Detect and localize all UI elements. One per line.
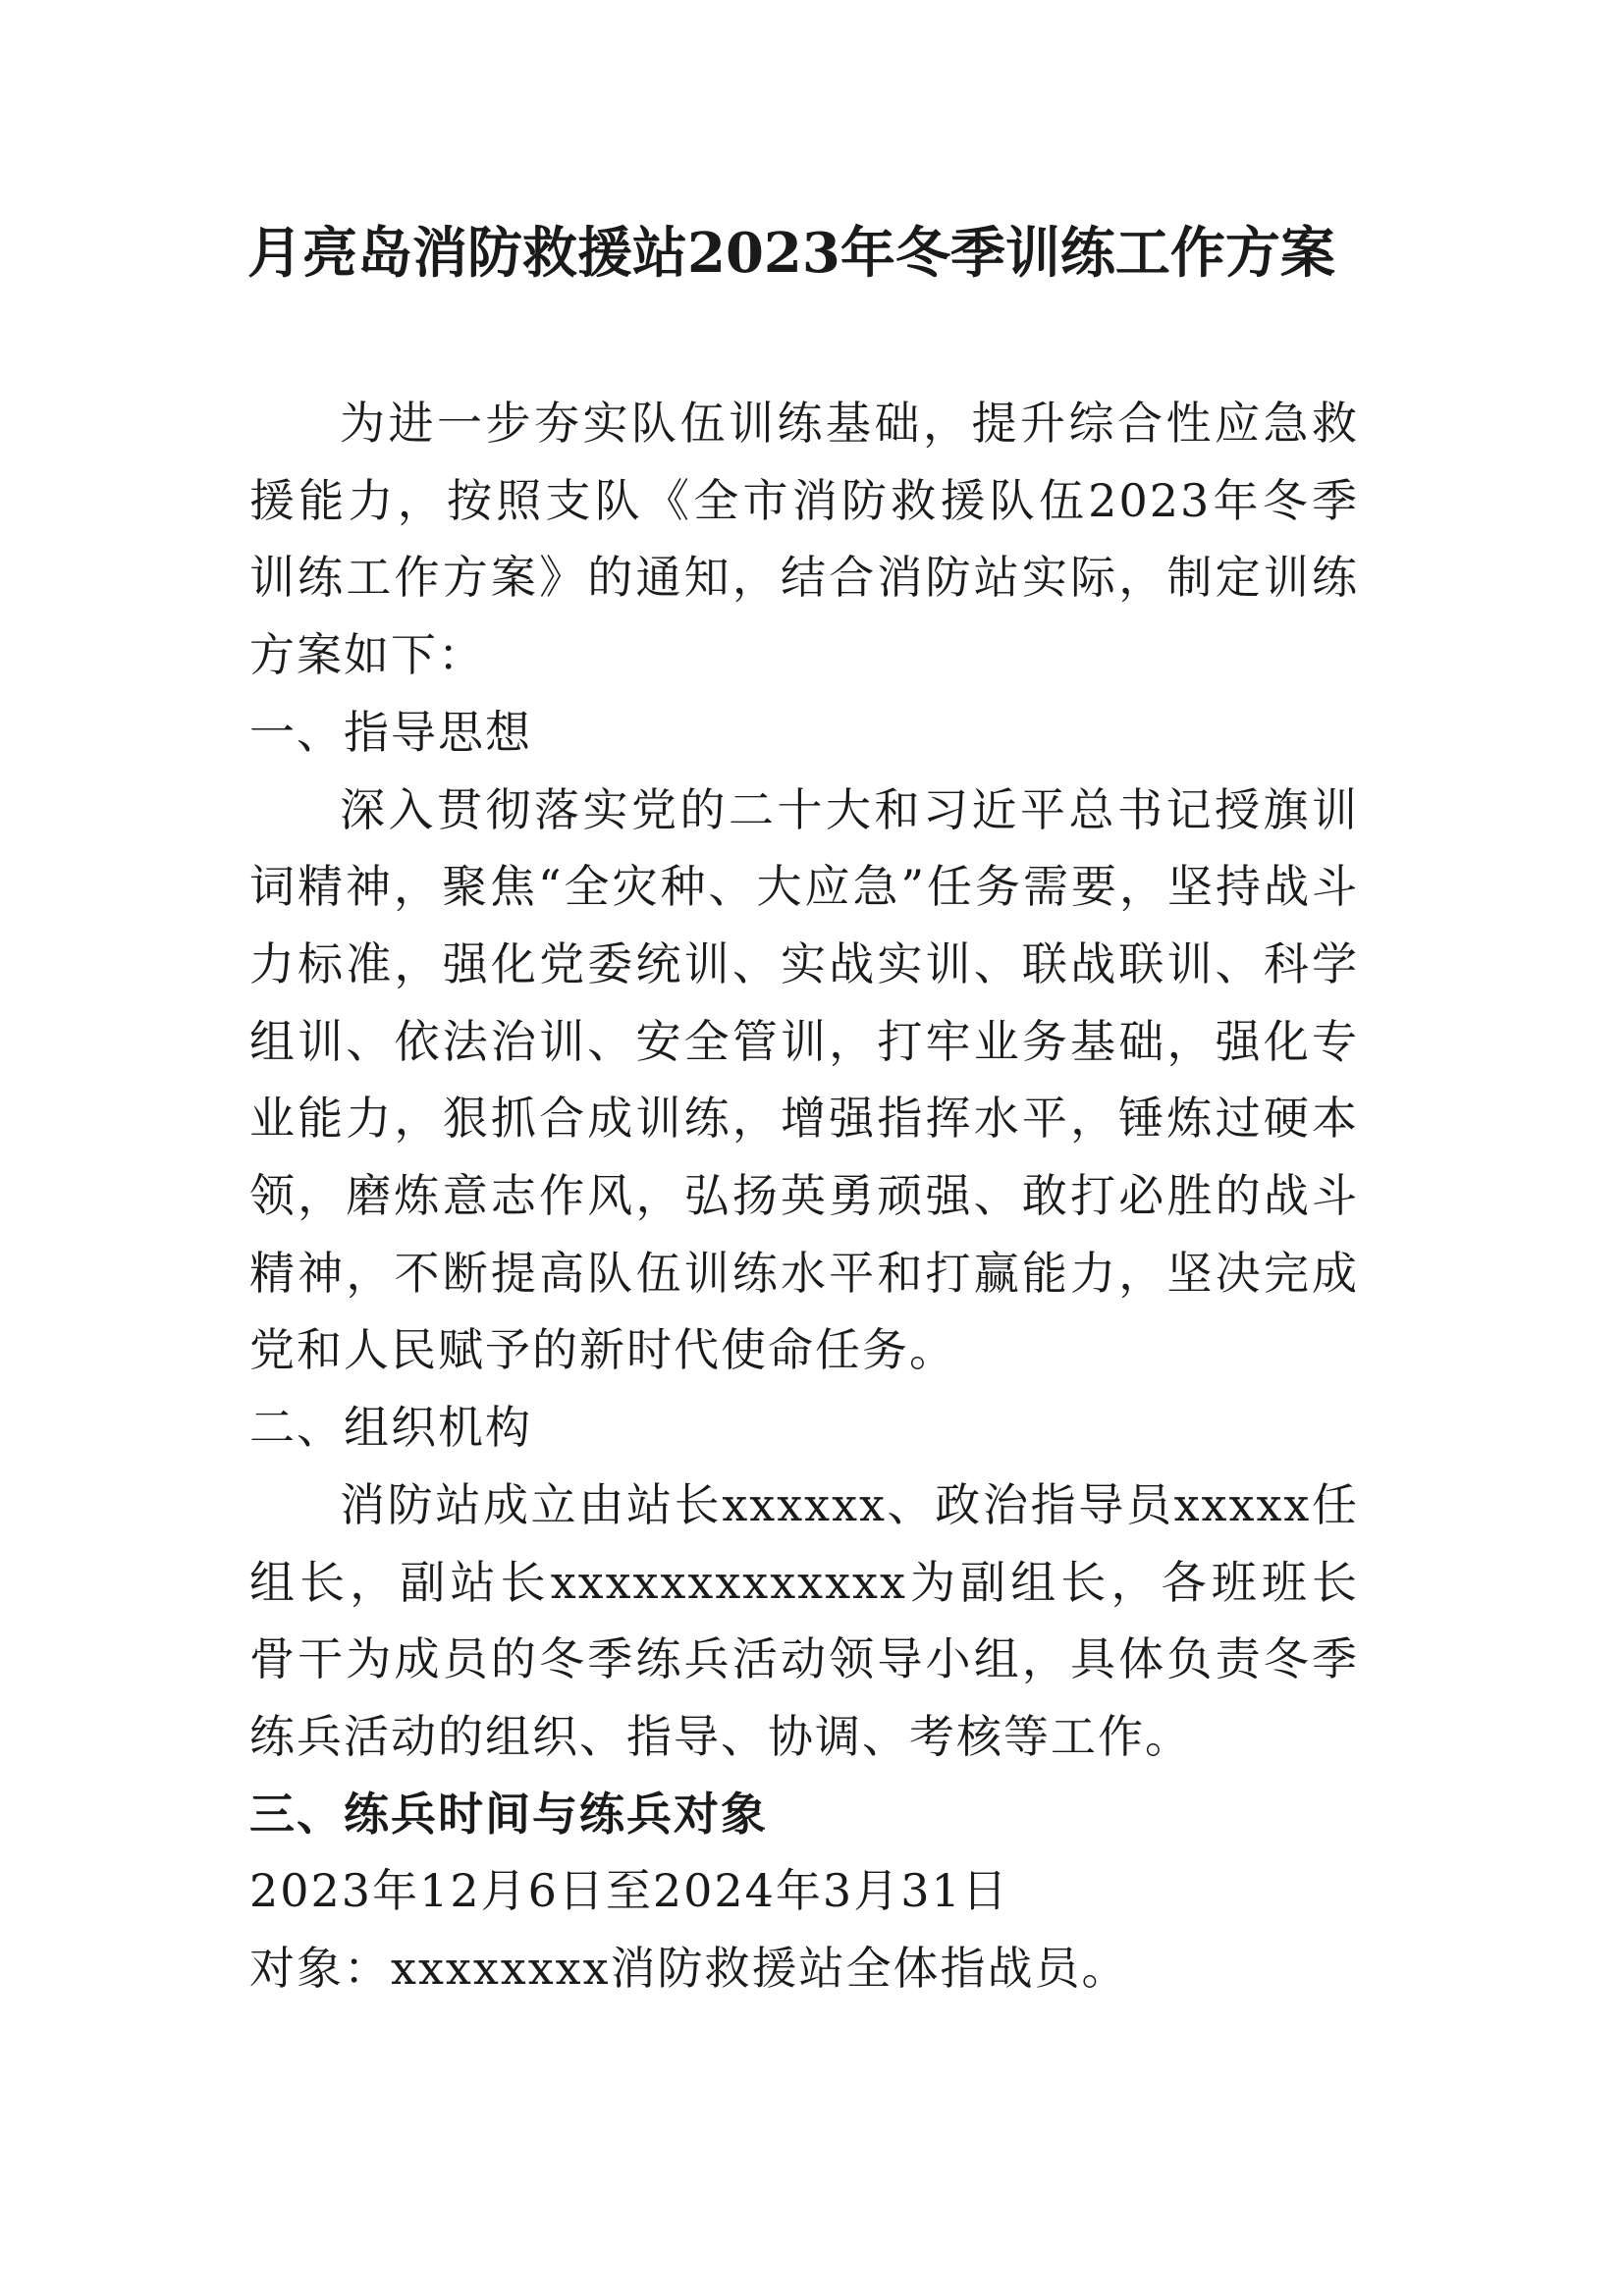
document-body bbox=[249, 385, 1359, 2007]
guiding-ideology-paragraph: 深入贯彻落实党的二十大和习近平总书记授旗训词精神，聚焦“全灾种、大应急”任务需要，坚持战斗力标准，强化党委统训、实战实训、联战联训、科学组训、依法治训、安全管训，打牢业务基础，强化专业能力，狠抓合成训练，增强指挥水平，锤炼过硬本领，磨炼意志作风，弘扬英勇顽强、敢打必胜的战斗精神，不断提高队伍训练水平和打赢能力，坚决完成党和人民赋予的新时代使命任务。 bbox=[249, 782, 1359, 1377]
training-target-line: 对象：xxxxxxxx消防救援站全体指战员。 bbox=[249, 1942, 1129, 1996]
training-time-line: 2023年12月6日至2024年3月31日 bbox=[249, 1864, 1009, 1918]
section-heading-organization: 二、组织机构 bbox=[249, 1401, 532, 1455]
section-heading-guiding-ideology: 一、指导思想 bbox=[249, 705, 532, 759]
intro-paragraph: 为进一步夯实队伍训练基础，提升综合性应急救援能力，按照支队《全市消防救援队伍2023年冬季训练工作方案》的通知，结合消防站实际，制定训练方案如下： bbox=[249, 397, 1359, 682]
organization-paragraph: 消防站成立由站长xxxxxx、政治指导员xxxxx任组长，副站长xxxxxxxxxxxxx为副组长，各班班长骨干为成员的冬季练兵活动领导小组，具体负责冬季练兵活动的组织、指导、协调、考核等工作。 bbox=[249, 1477, 1359, 1763]
section-heading-training-time-and-target: 三、练兵时间与练兵对象 bbox=[249, 1787, 768, 1841]
document-title: 月亮岛消防救援站2023年冬季训练工作方案 bbox=[247, 221, 1335, 286]
